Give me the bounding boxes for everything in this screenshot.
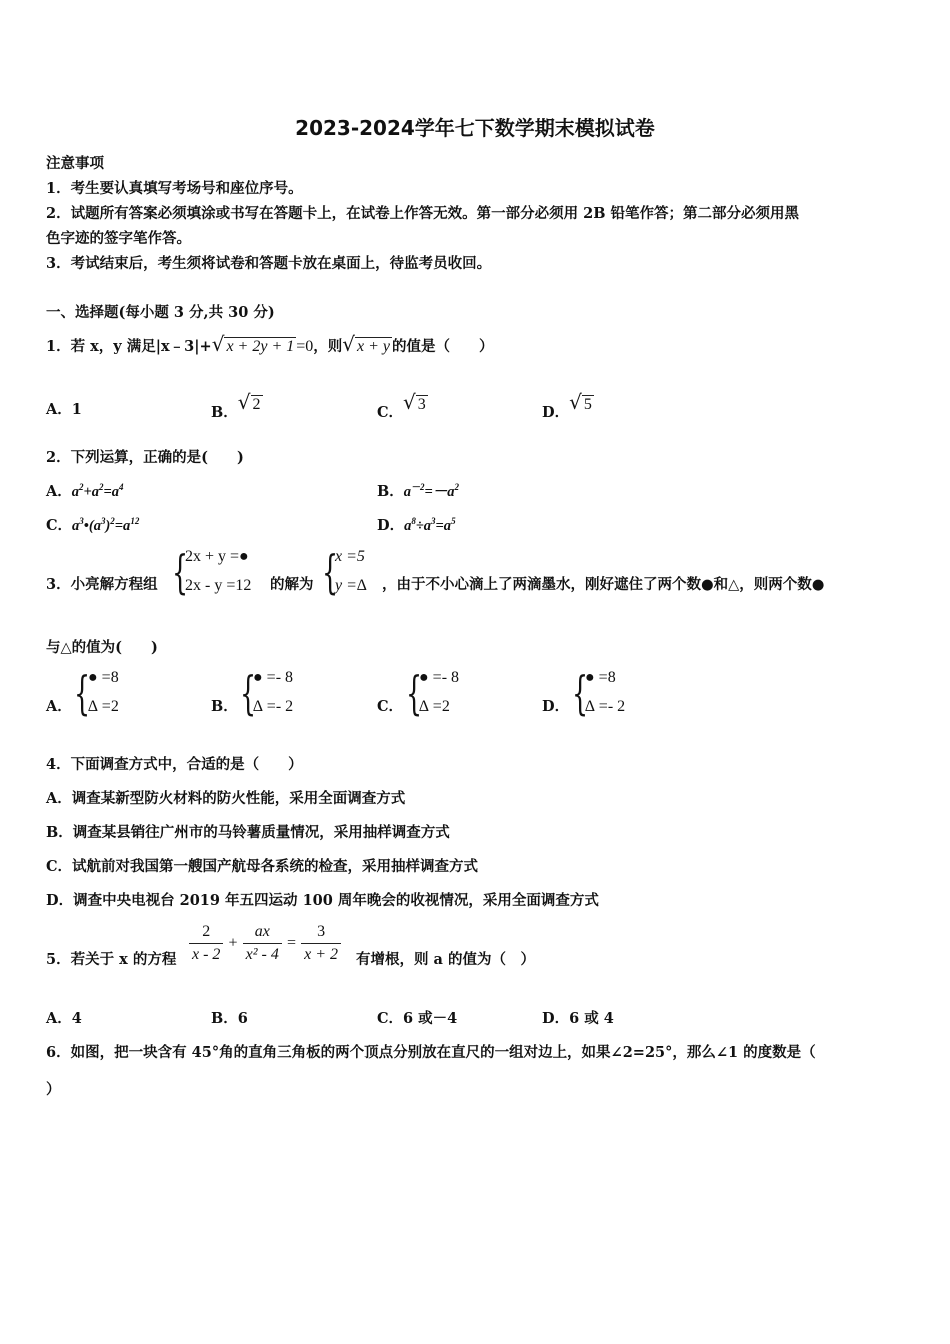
q5-post: 有增根，则 a 的值为（ ）	[356, 951, 535, 968]
q2-option-a: A．$a^2+a^2=a^4$	[46, 482, 124, 500]
section-heading: 一、选择题(每小题 3 分,共 30 分)	[46, 304, 275, 321]
q3-system-2-line-1: x =5	[335, 548, 365, 565]
notice-heading: 注意事项	[46, 155, 104, 172]
q3-post: ，由于不小心滴上了两滴墨水，刚好遮住了两个数●和△，则两个数●	[382, 576, 825, 593]
q2-option-d: D．$a^8\div a^3=a^5$	[377, 516, 456, 534]
q3-system-1-line-1: 2x + y =●	[185, 548, 249, 565]
q1-post: 的值是（ ）	[392, 338, 494, 355]
q5-option-d: D．6 或 4	[542, 1010, 614, 1027]
q5-equation: $\frac{2}{x - 2}$ + $\frac{ax}{\text{x² - 4}}$ = $\frac{3}{x + 2}$	[189, 921, 341, 966]
q1-mid: ，则	[313, 338, 343, 355]
q3-system-2-line-2: y =∆	[335, 577, 367, 594]
q1-pre: 1．若 x，y 满足|x﹣3|+	[46, 338, 212, 355]
q3-option-d-line-2: ∆ =- 2	[585, 698, 626, 715]
q3-mid: 的解为	[270, 576, 314, 593]
question-4: 4．下面调查方式中，合适的是（ ）	[46, 756, 303, 773]
q1-radical-2: √ x + y	[342, 332, 391, 356]
q3-cont: 与△的值为( )	[46, 639, 158, 656]
q1-option-d: D．√ 5	[542, 390, 592, 421]
q2-option-b: B．$a^{-2}=-a^2$	[377, 482, 460, 500]
question-2: 2．下列运算，正确的是( )	[46, 449, 244, 466]
q4-option-c: C．试航前对我国第一艘国产航母各系统的检查，采用抽样调查方式	[46, 858, 479, 875]
q5-fraction-1: $\frac{2}{x - 2}$	[189, 921, 223, 966]
q5-fraction-2: $\frac{ax}{\text{x² - 4}}$	[243, 921, 282, 966]
q3-option-a-line-1: ● =8	[88, 669, 119, 686]
q3-option-c-line-1: ● =- 8	[419, 669, 460, 686]
q3-option-b-label: B．	[211, 698, 238, 715]
q3-brace-2: {	[322, 545, 339, 599]
q3-option-a-line-2: ∆ =2	[88, 698, 119, 715]
q3-option-b-line-1: ● =- 8	[253, 669, 294, 686]
question-6: 6．如图，把一块含有 45°角的直角三角板的两个顶点分别放在直尺的一组对边上，如果∠2=25°，那么∠1 的度数是（	[46, 1044, 816, 1061]
q3-system-1-line-2: 2x - y =12	[185, 577, 252, 594]
q4-option-a: A．调查某新型防火材料的防火性能，采用全面调查方式	[46, 790, 406, 807]
q1-option-a: A．1	[46, 401, 82, 418]
q5-fraction-3: $\frac{3}{x + 2}$	[301, 921, 341, 966]
page-title: 2023-2024学年七下数学期末模拟试卷	[295, 116, 655, 140]
q2-option-c: C．$a^3•(a^3)^2=a^{12}$	[46, 516, 140, 534]
notice-item-3: 3．考试结束后，考生须将试卷和答题卡放在桌面上，待监考员收回。	[46, 255, 492, 272]
q5-option-c: C．6 或－4	[377, 1010, 458, 1027]
q3-option-d-brace: {	[572, 666, 589, 720]
q5-option-b: B．6	[211, 1010, 248, 1027]
notice-item-1: 1．考生要认真填写考场号和座位序号。	[46, 180, 303, 197]
q3-option-c-brace: {	[406, 666, 423, 720]
q3-option-d-line-1: ● =8	[585, 669, 616, 686]
q3-option-d-label: D．	[542, 698, 570, 715]
q4-option-b: B．调查某县销往广州市的马铃薯质量情况，采用抽样调查方式	[46, 824, 450, 841]
q1-option-b: B．√ 2	[211, 390, 261, 421]
question-6-cont: ）	[46, 1081, 61, 1098]
q1-option-c: C．√ 3	[377, 390, 426, 421]
q3-option-a-label: A．	[46, 698, 72, 715]
q1-radical-1: √ x + 2y + 1	[211, 332, 295, 356]
q3-option-c-line-2: ∆ =2	[419, 698, 450, 715]
q3-option-b-brace: {	[240, 666, 257, 720]
q3-pre: 3．小亮解方程组	[46, 576, 158, 593]
q3-option-c-label: C．	[377, 698, 404, 715]
question-1	[46, 332, 494, 356]
q3-option-b-line-2: ∆ =- 2	[253, 698, 294, 715]
q4-option-d: D．调查中央电视台 2019 年五四运动 100 周年晚会的收视情况，采用全面调查方式	[46, 892, 599, 909]
q3-option-a-brace: {	[74, 666, 91, 720]
q5-pre: 5．若关于 x 的方程	[46, 951, 177, 968]
q3-brace-1: {	[172, 545, 189, 599]
notice-item-2-cont: 色字迹的签字笔作答。	[46, 230, 191, 247]
q1-eq: =0	[296, 338, 314, 355]
notice-item-2: 2．试题所有答案必须填涂或书写在答题卡上，在试卷上作答无效。第一部分必须用 2B 铅笔作答；第二部分必须用黑	[46, 205, 800, 222]
q5-option-a: A．4	[46, 1010, 82, 1027]
